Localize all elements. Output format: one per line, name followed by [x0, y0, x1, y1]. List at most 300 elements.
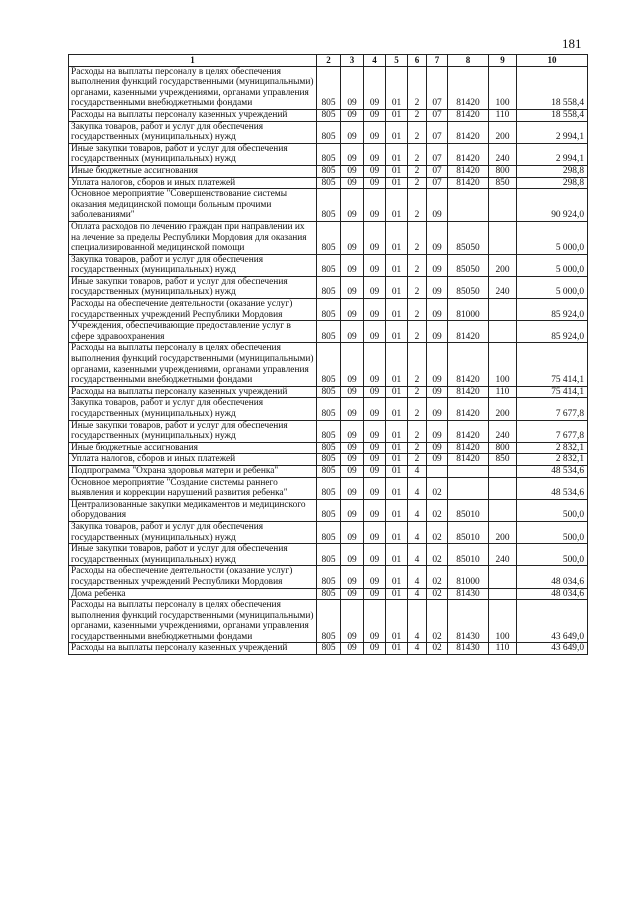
row-value-cell: 500,0	[517, 521, 588, 543]
row-value-cell: 85050	[448, 276, 489, 298]
row-name-cell: Закупка товаров, работ и услуг для обеспечения государственных (муниципальных) нужд	[69, 254, 317, 276]
row-value-cell: 81420	[448, 454, 489, 466]
row-value-cell: 805	[317, 121, 341, 143]
row-value-cell	[448, 465, 489, 477]
row-value-cell: 81420	[448, 343, 489, 386]
row-value-cell: 100	[489, 66, 517, 109]
row-name-cell: Основное мероприятие "Совершенствование системы оказания медицинской помощи больным прочими заболеваниями"	[69, 189, 317, 222]
row-value-cell: 81430	[448, 600, 489, 643]
row-value-cell: 4	[408, 521, 427, 543]
row-value-cell: 4	[408, 566, 427, 588]
row-name-cell: Иные закупки товаров, работ и услуг для обеспечения государственных (муниципальных) нужд	[69, 420, 317, 442]
row-name-cell: Расходы на выплаты персоналу в целях обеспечения выполнения функций государственными (муниципальными) органами, казенными учреждениями, органами управления государственными внебюджетными фондами	[69, 343, 317, 386]
row-value-cell: 75 414,1	[517, 343, 588, 386]
row-value-cell: 09	[364, 143, 386, 165]
row-value-cell: 07	[427, 143, 448, 165]
row-value-cell: 2	[408, 165, 427, 177]
row-value-cell: 200	[489, 521, 517, 543]
row-value-cell: 09	[364, 221, 386, 254]
table-row	[69, 143, 588, 165]
table-row	[69, 600, 588, 643]
row-value-cell: 02	[427, 544, 448, 566]
row-value-cell: 2	[408, 254, 427, 276]
row-value-cell: 01	[386, 465, 408, 477]
row-value-cell: 09	[427, 442, 448, 454]
row-value-cell: 81420	[448, 420, 489, 442]
table-row	[69, 221, 588, 254]
row-value-cell: 298,8	[517, 177, 588, 189]
table-row	[69, 588, 588, 600]
table-row	[69, 420, 588, 442]
row-value-cell: 43 649,0	[517, 643, 588, 655]
row-value-cell: 09	[341, 66, 364, 109]
row-value-cell: 81420	[448, 143, 489, 165]
row-value-cell	[489, 321, 517, 343]
row-value-cell: 01	[386, 66, 408, 109]
row-value-cell: 4	[408, 477, 427, 499]
row-value-cell: 805	[317, 254, 341, 276]
row-value-cell: 01	[386, 299, 408, 321]
row-value-cell: 240	[489, 143, 517, 165]
row-value-cell: 09	[427, 321, 448, 343]
row-value-cell: 09	[364, 121, 386, 143]
column-header: 8	[448, 55, 489, 67]
table-row	[69, 343, 588, 386]
row-value-cell: 09	[427, 454, 448, 466]
row-value-cell: 09	[341, 299, 364, 321]
row-value-cell: 09	[341, 165, 364, 177]
row-value-cell: 2 832,1	[517, 442, 588, 454]
row-value-cell: 09	[341, 465, 364, 477]
row-value-cell: 90 924,0	[517, 189, 588, 222]
row-value-cell: 09	[341, 454, 364, 466]
table-row	[69, 465, 588, 477]
table-row	[69, 189, 588, 222]
row-value-cell: 01	[386, 121, 408, 143]
row-value-cell: 2	[408, 454, 427, 466]
row-value-cell: 81420	[448, 177, 489, 189]
row-value-cell: 09	[427, 276, 448, 298]
table-header-row	[69, 55, 588, 67]
row-value-cell: 48 534,6	[517, 465, 588, 477]
row-value-cell: 43 649,0	[517, 600, 588, 643]
row-value-cell	[489, 465, 517, 477]
row-value-cell: 805	[317, 143, 341, 165]
row-value-cell: 09	[427, 189, 448, 222]
row-value-cell: 85 924,0	[517, 321, 588, 343]
row-value-cell: 09	[364, 442, 386, 454]
row-value-cell: 240	[489, 544, 517, 566]
column-header: 4	[364, 55, 386, 67]
row-value-cell: 805	[317, 398, 341, 420]
row-name-cell: Централизованные закупки медикаментов и медицинского оборудования	[69, 499, 317, 521]
row-value-cell: 09	[341, 386, 364, 398]
row-value-cell: 18 558,4	[517, 66, 588, 109]
row-name-cell: Иные бюджетные ассигнования	[69, 442, 317, 454]
row-value-cell: 85050	[448, 221, 489, 254]
row-value-cell: 805	[317, 109, 341, 121]
row-value-cell: 09	[427, 420, 448, 442]
row-value-cell: 2	[408, 221, 427, 254]
row-value-cell	[448, 477, 489, 499]
row-value-cell: 07	[427, 165, 448, 177]
row-value-cell: 09	[341, 221, 364, 254]
row-name-cell: Иные бюджетные ассигнования	[69, 165, 317, 177]
row-value-cell: 01	[386, 499, 408, 521]
table-row	[69, 454, 588, 466]
row-name-cell: Иные закупки товаров, работ и услуг для обеспечения государственных (муниципальных) нужд	[69, 143, 317, 165]
row-value-cell: 09	[341, 600, 364, 643]
column-header: 5	[386, 55, 408, 67]
row-value-cell	[489, 189, 517, 222]
row-value-cell: 805	[317, 477, 341, 499]
row-value-cell: 01	[386, 588, 408, 600]
row-value-cell: 85050	[448, 254, 489, 276]
row-value-cell: 09	[364, 643, 386, 655]
row-name-cell: Оплата расходов по лечению граждан при направлении их на лечение за пределы Республики Мордовия для оказания специализированной медицинской помощи	[69, 221, 317, 254]
row-value-cell: 81420	[448, 398, 489, 420]
row-name-cell: Иные закупки товаров, работ и услуг для обеспечения государственных (муниципальных) нужд	[69, 276, 317, 298]
row-value-cell	[489, 477, 517, 499]
page-number: 181	[562, 36, 582, 51]
row-value-cell: 09	[341, 121, 364, 143]
row-value-cell: 81430	[448, 643, 489, 655]
row-name-cell: Уплата налогов, сборов и иных платежей	[69, 177, 317, 189]
row-value-cell: 100	[489, 343, 517, 386]
column-header: 9	[489, 55, 517, 67]
row-value-cell: 85 924,0	[517, 299, 588, 321]
row-value-cell: 01	[386, 189, 408, 222]
row-name-cell: Закупка товаров, работ и услуг для обеспечения государственных (муниципальных) нужд	[69, 398, 317, 420]
row-value-cell: 805	[317, 177, 341, 189]
row-value-cell: 200	[489, 121, 517, 143]
row-value-cell: 110	[489, 109, 517, 121]
row-value-cell: 4	[408, 544, 427, 566]
row-value-cell: 09	[364, 499, 386, 521]
row-value-cell: 7 677,8	[517, 398, 588, 420]
row-value-cell: 09	[427, 398, 448, 420]
row-name-cell: Расходы на обеспечение деятельности (оказание услуг) государственных учреждений Республики Мордовия	[69, 566, 317, 588]
row-value-cell: 09	[364, 343, 386, 386]
row-value-cell: 09	[364, 566, 386, 588]
row-value-cell: 07	[427, 177, 448, 189]
row-value-cell: 09	[364, 477, 386, 499]
row-value-cell: 805	[317, 454, 341, 466]
row-value-cell: 110	[489, 386, 517, 398]
row-value-cell	[489, 588, 517, 600]
row-value-cell: 81420	[448, 66, 489, 109]
row-value-cell: 805	[317, 420, 341, 442]
table-row	[69, 521, 588, 543]
row-value-cell: 09	[341, 321, 364, 343]
row-value-cell: 298,8	[517, 165, 588, 177]
table-body	[69, 66, 588, 654]
row-value-cell: 81000	[448, 566, 489, 588]
row-value-cell: 01	[386, 521, 408, 543]
row-name-cell: Уплата налогов, сборов и иных платежей	[69, 454, 317, 466]
row-value-cell: 01	[386, 276, 408, 298]
row-value-cell: 81420	[448, 386, 489, 398]
row-value-cell: 18 558,4	[517, 109, 588, 121]
row-value-cell: 2	[408, 109, 427, 121]
row-value-cell: 805	[317, 386, 341, 398]
row-value-cell: 01	[386, 643, 408, 655]
row-value-cell: 09	[364, 276, 386, 298]
row-value-cell	[427, 465, 448, 477]
row-value-cell	[448, 189, 489, 222]
row-value-cell: 09	[364, 254, 386, 276]
row-value-cell: 09	[427, 254, 448, 276]
row-value-cell: 805	[317, 588, 341, 600]
row-value-cell: 805	[317, 165, 341, 177]
row-value-cell: 805	[317, 189, 341, 222]
table-row	[69, 442, 588, 454]
row-value-cell: 09	[341, 566, 364, 588]
table-row	[69, 321, 588, 343]
row-value-cell: 805	[317, 221, 341, 254]
row-value-cell: 2	[408, 343, 427, 386]
row-value-cell: 800	[489, 442, 517, 454]
row-value-cell: 09	[364, 177, 386, 189]
row-value-cell: 2	[408, 177, 427, 189]
row-value-cell: 81420	[448, 442, 489, 454]
row-value-cell: 805	[317, 544, 341, 566]
row-value-cell: 2	[408, 121, 427, 143]
row-value-cell: 09	[341, 442, 364, 454]
row-value-cell: 2 832,1	[517, 454, 588, 466]
row-value-cell: 09	[341, 588, 364, 600]
row-name-cell: Дома ребенка	[69, 588, 317, 600]
row-value-cell: 09	[341, 143, 364, 165]
row-value-cell: 09	[341, 499, 364, 521]
row-value-cell: 500,0	[517, 499, 588, 521]
row-value-cell: 09	[364, 544, 386, 566]
row-value-cell: 09	[341, 521, 364, 543]
row-value-cell: 01	[386, 420, 408, 442]
row-value-cell: 85010	[448, 544, 489, 566]
row-value-cell: 2	[408, 420, 427, 442]
row-value-cell: 800	[489, 165, 517, 177]
row-name-cell: Расходы на выплаты персоналу в целях обеспечения выполнения функций государственными (муниципальными) органами, казенными учреждениями, органами управления государственными внебюджетными фондами	[69, 66, 317, 109]
table-row	[69, 299, 588, 321]
row-value-cell: 200	[489, 398, 517, 420]
row-value-cell: 09	[364, 189, 386, 222]
row-value-cell: 01	[386, 477, 408, 499]
row-value-cell: 85010	[448, 521, 489, 543]
row-value-cell: 48 034,6	[517, 566, 588, 588]
row-value-cell: 02	[427, 499, 448, 521]
row-value-cell: 81430	[448, 588, 489, 600]
row-value-cell: 2 994,1	[517, 143, 588, 165]
row-value-cell: 81420	[448, 321, 489, 343]
row-value-cell: 09	[341, 276, 364, 298]
row-value-cell: 01	[386, 109, 408, 121]
row-value-cell: 02	[427, 477, 448, 499]
row-value-cell: 09	[427, 386, 448, 398]
row-value-cell: 09	[341, 398, 364, 420]
row-value-cell: 09	[364, 588, 386, 600]
row-value-cell: 2	[408, 143, 427, 165]
row-value-cell: 85010	[448, 499, 489, 521]
row-value-cell: 5 000,0	[517, 221, 588, 254]
row-value-cell: 100	[489, 600, 517, 643]
row-value-cell: 09	[364, 386, 386, 398]
row-value-cell: 01	[386, 600, 408, 643]
row-value-cell: 2	[408, 66, 427, 109]
row-value-cell: 4	[408, 588, 427, 600]
table-row	[69, 643, 588, 655]
row-value-cell: 4	[408, 499, 427, 521]
row-value-cell: 2	[408, 189, 427, 222]
row-value-cell: 09	[341, 544, 364, 566]
row-value-cell	[489, 299, 517, 321]
row-value-cell: 01	[386, 165, 408, 177]
row-value-cell: 805	[317, 643, 341, 655]
row-value-cell: 01	[386, 343, 408, 386]
row-name-cell: Расходы на выплаты персоналу в целях обеспечения выполнения функций государственными (муниципальными) органами, казенными учреждениями, органами управления государственными внебюджетными фондами	[69, 600, 317, 643]
row-value-cell: 4	[408, 600, 427, 643]
row-value-cell	[489, 221, 517, 254]
column-header: 3	[341, 55, 364, 67]
column-header: 1	[69, 55, 317, 67]
row-value-cell: 01	[386, 398, 408, 420]
column-header: 7	[427, 55, 448, 67]
row-value-cell: 2	[408, 299, 427, 321]
row-value-cell: 09	[341, 254, 364, 276]
row-value-cell: 2	[408, 398, 427, 420]
table-row	[69, 177, 588, 189]
row-name-cell: Учреждения, обеспечивающие предоставление услуг в сфере здравоохранения	[69, 321, 317, 343]
row-value-cell: 09	[427, 299, 448, 321]
table-row	[69, 276, 588, 298]
row-value-cell: 81420	[448, 165, 489, 177]
row-name-cell: Закупка товаров, работ и услуг для обеспечения государственных (муниципальных) нужд	[69, 521, 317, 543]
table-row	[69, 121, 588, 143]
row-value-cell: 2	[408, 386, 427, 398]
row-value-cell: 09	[364, 165, 386, 177]
row-value-cell: 2	[408, 321, 427, 343]
row-value-cell: 09	[364, 66, 386, 109]
row-name-cell: Расходы на выплаты персоналу казенных учреждений	[69, 109, 317, 121]
row-value-cell: 09	[364, 600, 386, 643]
row-value-cell: 09	[364, 420, 386, 442]
row-value-cell: 805	[317, 66, 341, 109]
row-value-cell: 02	[427, 566, 448, 588]
table-row	[69, 499, 588, 521]
row-value-cell: 01	[386, 254, 408, 276]
row-value-cell: 09	[364, 454, 386, 466]
row-name-cell: Расходы на выплаты персоналу казенных учреждений	[69, 386, 317, 398]
row-value-cell: 09	[364, 521, 386, 543]
row-value-cell: 805	[317, 600, 341, 643]
row-value-cell: 09	[364, 321, 386, 343]
row-value-cell: 09	[364, 299, 386, 321]
table-row	[69, 398, 588, 420]
column-header: 10	[517, 55, 588, 67]
row-name-cell: Расходы на обеспечение деятельности (оказание услуг) государственных учреждений Республики Мордовия	[69, 299, 317, 321]
row-value-cell: 850	[489, 177, 517, 189]
row-value-cell	[489, 566, 517, 588]
row-value-cell: 09	[341, 189, 364, 222]
row-value-cell: 09	[427, 343, 448, 386]
row-value-cell: 01	[386, 566, 408, 588]
row-value-cell: 48 034,6	[517, 588, 588, 600]
row-value-cell: 81420	[448, 121, 489, 143]
row-value-cell: 240	[489, 420, 517, 442]
row-value-cell	[489, 499, 517, 521]
row-value-cell: 01	[386, 454, 408, 466]
row-value-cell: 01	[386, 386, 408, 398]
table-row	[69, 386, 588, 398]
row-value-cell: 2	[408, 276, 427, 298]
row-value-cell: 805	[317, 465, 341, 477]
row-value-cell: 805	[317, 276, 341, 298]
row-value-cell: 805	[317, 299, 341, 321]
budget-table	[68, 54, 588, 655]
row-value-cell: 805	[317, 343, 341, 386]
table-row	[69, 66, 588, 109]
row-value-cell: 01	[386, 143, 408, 165]
row-value-cell: 81000	[448, 299, 489, 321]
row-value-cell: 07	[427, 66, 448, 109]
row-value-cell: 09	[341, 343, 364, 386]
row-value-cell: 02	[427, 643, 448, 655]
row-value-cell: 48 534,6	[517, 477, 588, 499]
row-value-cell: 81420	[448, 109, 489, 121]
table-row	[69, 254, 588, 276]
row-value-cell: 805	[317, 566, 341, 588]
row-value-cell: 09	[364, 465, 386, 477]
row-value-cell: 09	[341, 477, 364, 499]
row-value-cell: 200	[489, 254, 517, 276]
row-value-cell: 09	[364, 109, 386, 121]
row-value-cell: 805	[317, 521, 341, 543]
row-value-cell: 09	[341, 177, 364, 189]
row-value-cell: 02	[427, 588, 448, 600]
row-value-cell: 75 414,1	[517, 386, 588, 398]
table-row	[69, 477, 588, 499]
row-value-cell: 5 000,0	[517, 254, 588, 276]
row-value-cell: 2 994,1	[517, 121, 588, 143]
row-name-cell: Основное мероприятие "Создание системы раннего выявления и коррекции нарушений развития ребенка"	[69, 477, 317, 499]
row-name-cell: Расходы на выплаты персоналу казенных учреждений	[69, 643, 317, 655]
table-row	[69, 109, 588, 121]
row-value-cell: 110	[489, 643, 517, 655]
row-value-cell: 07	[427, 109, 448, 121]
row-value-cell: 01	[386, 221, 408, 254]
row-value-cell: 4	[408, 643, 427, 655]
table-row	[69, 544, 588, 566]
row-value-cell: 01	[386, 321, 408, 343]
row-value-cell: 5 000,0	[517, 276, 588, 298]
row-value-cell: 240	[489, 276, 517, 298]
row-value-cell: 01	[386, 177, 408, 189]
row-name-cell: Закупка товаров, работ и услуг для обеспечения государственных (муниципальных) нужд	[69, 121, 317, 143]
column-header: 2	[317, 55, 341, 67]
table-row	[69, 566, 588, 588]
row-value-cell: 09	[341, 643, 364, 655]
row-value-cell: 805	[317, 499, 341, 521]
row-value-cell: 02	[427, 600, 448, 643]
row-value-cell: 07	[427, 121, 448, 143]
row-value-cell: 09	[364, 398, 386, 420]
row-value-cell: 805	[317, 442, 341, 454]
row-value-cell: 09	[341, 109, 364, 121]
row-value-cell: 850	[489, 454, 517, 466]
row-value-cell: 4	[408, 465, 427, 477]
column-header: 6	[408, 55, 427, 67]
row-value-cell: 2	[408, 442, 427, 454]
